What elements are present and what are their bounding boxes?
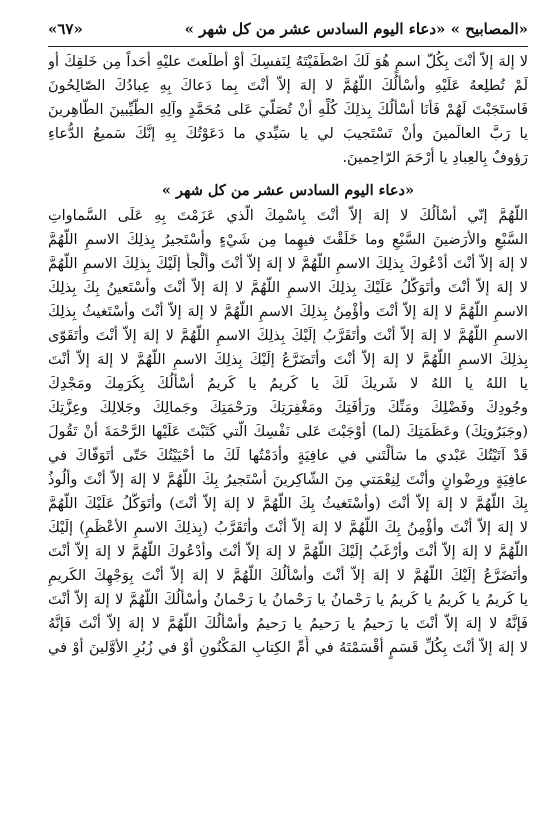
text-line: السَّبْعِ والأرَضينَ السَّبْعِ وما خَلَقْتَ فيهِما مِن شَيْءٍ وأسْتَجيرُ بِذلِكَ الاسمِ اللّهُمَّ xyxy=(48,232,528,248)
text-line: عافِيَةٍ ورِضْوانٍ وأنْتَ لِنِعْمَتي مِنَ الشّاكِرينَ أسْتَجيرُ بِكَ اللّهُمَّ لا إلهَ إلاّ أنْتَ وألُوذُ xyxy=(48,472,528,488)
text-line: بِكَ اللّهُمَّ لا إلهَ إلاّ أنْتَ (وأسْتَغيثُ بِكَ اللّهُمَّ لا إلهَ إلاّ أنْتَ) وأتَوَكَّلُ عَلَيْكَ اللّهُمَّ xyxy=(48,496,528,512)
page-number: «٦٧» xyxy=(48,20,83,38)
text-line: لا إلهَ إلاّ أنْتَ بِكُلِّ قَسَمٍ أقْسَمْتَهُ في أُمِّ الكِتابِ المَكْنُونِ أوْ في زُبُرِ الأوَّلينَ أوْ في xyxy=(48,640,528,656)
text-line: اللّهُمَّ إنّي أسْألُكَ لا إلهَ إلاّ أنْتَ بِاسْمِكَ الّذي عَزَمْتَ بِهِ عَلَى السَّماواتِ xyxy=(48,208,528,224)
text-line: لا إلهَ إلاّ أنْتَ وأؤْمِنُ بِكَ اللّهُمَّ لا إلهَ إلاّ أنْتَ وأتَقَرَّبُ (بِذلِكَ الاسمِ الأعْظَمِ) إلَيْكَ xyxy=(48,520,528,536)
text-line: وأتَضَرَّعُ إلَيْكَ اللّهُمَّ لا إلهَ إلاّ أنْتَ وأسْألُكَ اللّهُمَّ لا إلهَ إلاّ أنْتَ بِوَجْهِكَ الكَريمِ xyxy=(48,568,528,584)
text-line: بِذلِكَ الاسمِ اللّهُمَّ لا إلهَ إلاّ أنْتَ وأتَضَرَّعُ إلَيْكَ بِذلِكَ الاسمِ اللّهُمَّ لا إلهَ إلاّ أنْتَ xyxy=(48,352,528,368)
text-line: لَمْ تُطلِعهُ عَلَيْهِ وأسْألُكَ اللّهُمَّ لا إلهَ إلاّ أنْتَ بِما دَعاكَ بِهِ عِبادُكَ الصّالِحُونَ xyxy=(48,78,528,94)
text-line: اللّهُمَّ لا إلهَ إلاّ أنْتَ وأرْغَبُ إلَيْكَ اللّهُمَّ لا إلهَ إلاّ أنْتَ وأدْعُوكَ اللّهُمَّ لا إلهَ إلاّ أنْتَ xyxy=(48,544,528,560)
text-line: لا إلهَ إلاّ أنْتَ وأتَوَكَّلُ عَلَيْكَ بِذلِكَ الاسمِ اللّهُمَّ لا إلهَ إلاّ أنْتَ وأسْتَعينُ بِكَ بِذلِكَ xyxy=(48,280,528,296)
text-line: وجُودِكَ وفَضْلِكَ ومَنِّكَ ورَأفَتِكَ ومَغْفِرَتِكَ ورَحْمَتِكَ وجَمالِكَ وجَلالِكَ وعِزَّتِكَ xyxy=(48,400,528,416)
text-line: لا إلهَ إلاّ أنْتَ بِكُلّ اسمٍ هُوَ لَكَ اصْطَفَيْتَهُ لِنَفسِكَ أوْ أطلَعتَ عليْهِ أحَداً مِن خَلقِكَ أو xyxy=(48,54,528,70)
spacer xyxy=(48,170,528,178)
text-line: يا اللهُ يا اللهُ لا شَريكَ لَكَ يا كَريمُ يا كَريمُ أسْألُكَ بِكَرَمِكَ ومَجْدِكَ xyxy=(48,376,528,392)
text-line: فَاستَجَبْتَ لَهُمْ فَأنَا أسْألُكَ بِذلِكَ كُلِّهِ أنْ تُصَلّيَ عَلى مُحَمَّدٍ وآلِهِ الطَّيِّبينَ الطّاهِرينَ xyxy=(48,102,528,118)
supplication-ending xyxy=(48,50,528,170)
text-line: الاسمِ اللّهُمَّ لا إلهَ إلاّ أنْتَ وأتَقَرَّبُ إلَيْكَ بِذلِكَ الاسمِ اللّهُمَّ لا إلهَ إلاّ أنْتَ وأتَقَوّى xyxy=(48,328,528,344)
page-body xyxy=(48,50,528,660)
supplication-day-16 xyxy=(48,204,528,660)
running-header xyxy=(48,20,528,47)
text-line: يا كَريمُ يا كَريمُ يا كَريمُ يا رَحْمانُ يا رَحْمانُ يا رَحْمانُ وأسْألُكَ اللّهُمَّ لا إلهَ إلاّ أنْتَ xyxy=(48,592,528,608)
text-line: قَدْ آتَيْتُكَ عَبْدي ما سَألْتَني في عافِيَةٍ وأدَمْتُها لَكَ ما أحْيَيْتُكَ حَتّى أتَوَفّاكَ في xyxy=(48,448,528,464)
header-title: «المصابيح » «دعاء اليوم السادس عشر من كل شهر » xyxy=(184,20,528,38)
text-line: (وجَبَرُوتِكَ) وعَظَمَتِكَ (لما) أوْجَبْتَ عَلى نَفْسِكَ الّتي كَتَبْتَ عَلَيْها الرَّحْمَةَ أنْ تَقُولَ xyxy=(48,424,528,440)
text-line: الاسمِ اللّهُمَّ لا إلهَ إلاّ أنْتَ وأؤْمِنُ بِذلِكَ الاسمِ اللّهُمَّ لا إلهَ إلاّ أنْتَ وأسْتَغيثُ بِذلِكَ xyxy=(48,304,528,320)
text-line: لا إلهَ إلاّ أنْتَ أدْعُوكَ بِذلِكَ الاسمِ اللّهُمَّ لا إلهَ إلاّ أنْتَ وألْجأُ إلَيْكَ بِذلِكَ الاسمِ اللّهُمَّ xyxy=(48,256,528,272)
section-heading: «دعاء اليوم السادس عشر من كل شهر » xyxy=(161,182,415,199)
text-line: يا رَبَّ العالَمينَ وأنْ تَسْتَجيبَ لي يا سَيِّدي ما دَعَوْتُكَ بِهِ إنَّكَ سَميعُ الدُّعاءِ xyxy=(48,126,528,142)
text-line: فَإنَّهُ لا إلهَ إلاّ أنْتَ يا رَحيمُ يا رَحيمُ يا رَحيمُ وأسْألُكَ اللّهُمَّ لا إلهَ إلاّ أنْتَ فَإنَّهُ xyxy=(48,616,528,632)
text-line: رَؤوفٌ بِالعِبادِ يا أرْحَمَ الرّاحِمينَ. xyxy=(342,150,528,166)
